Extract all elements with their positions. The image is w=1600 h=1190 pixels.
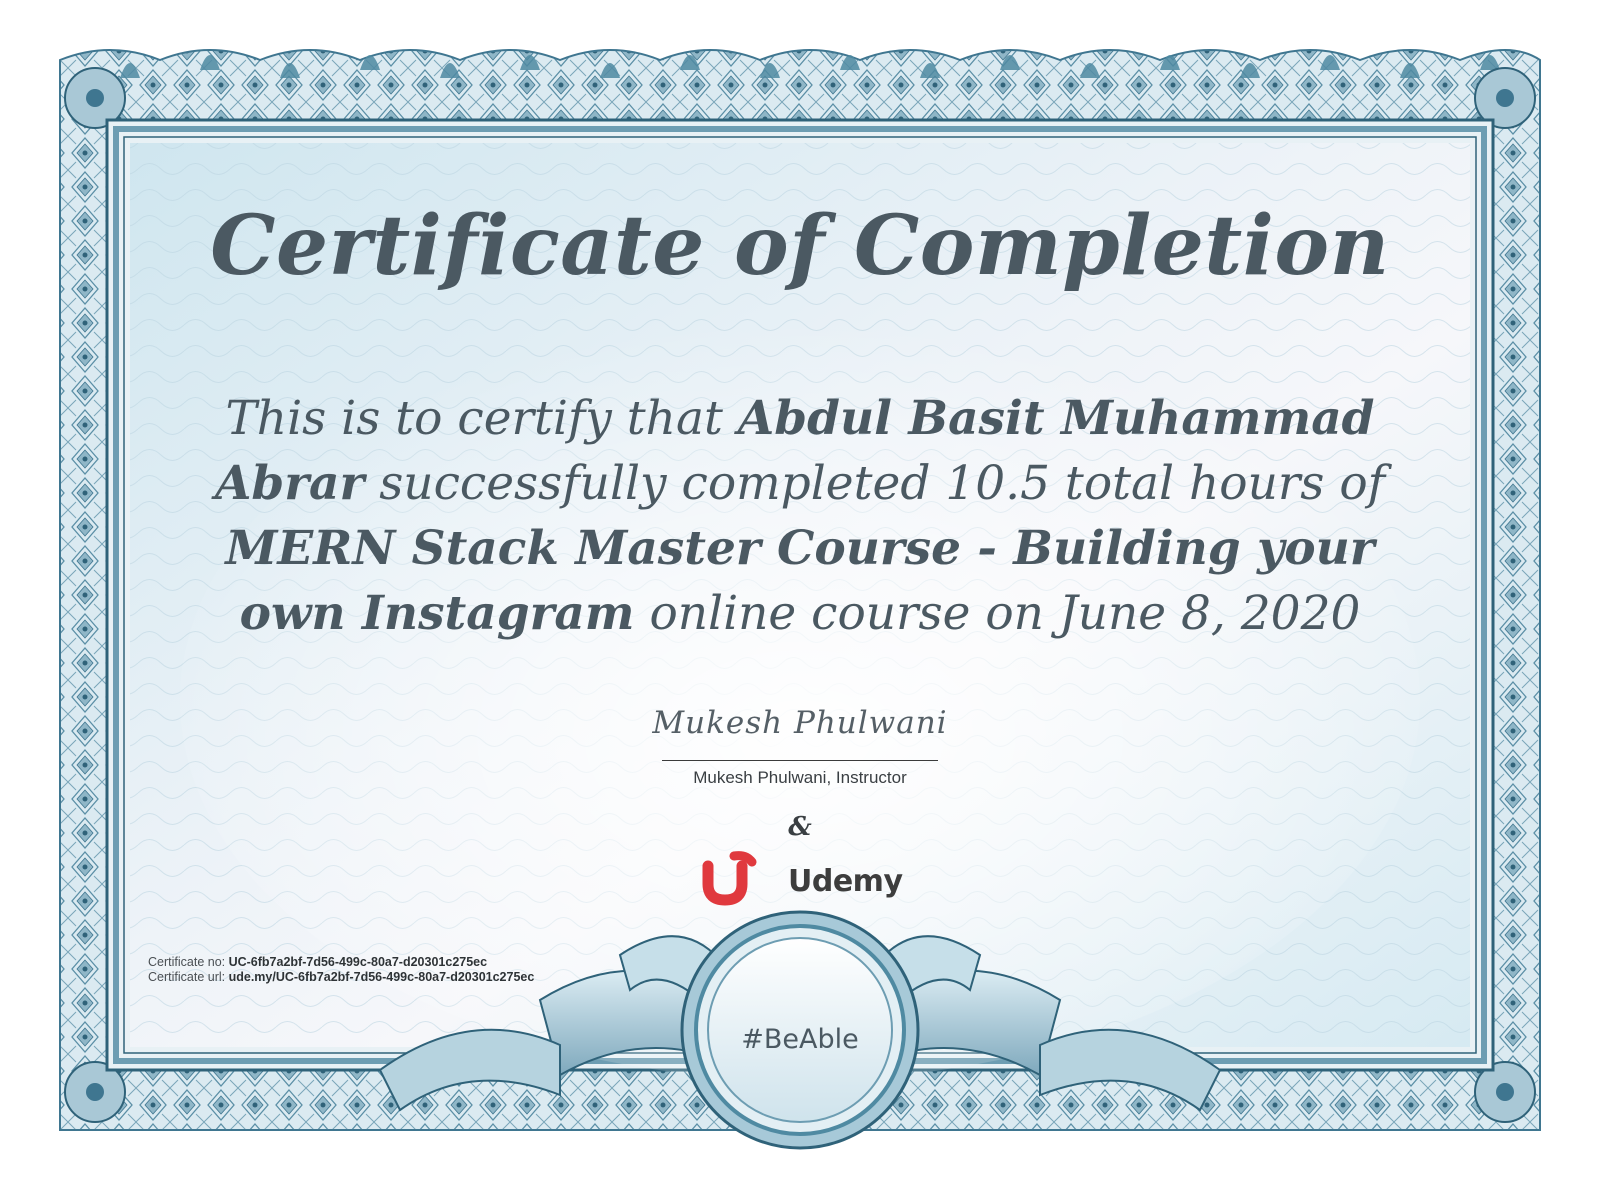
recipient-name: Abdul Basit Muhammad Abrar (214, 391, 1375, 511)
certificate-statement (175, 386, 1425, 646)
certificate-url-label: Certificate url: (148, 970, 229, 984)
statement-mid: successfully completed 10.5 total hours of (364, 456, 1386, 511)
instructor-signature: Mukesh Phulwani (652, 705, 948, 741)
signature-line (662, 760, 938, 761)
certificate-number (148, 955, 534, 970)
statement-intro: This is to certify that (225, 391, 738, 446)
certificate-url (148, 970, 534, 985)
certificate-url-value: ude.my/UC-6fb7a2bf-7d56-499c-80a7-d20301c275ec (228, 970, 535, 984)
seal-tagline: #BeAble (741, 1024, 859, 1055)
signature-caption: Mukesh Phulwani, Instructor (693, 768, 907, 787)
ampersand: & (788, 812, 812, 842)
certificate-title: Certificate of Completion (210, 198, 1390, 294)
certificate-info (148, 955, 534, 985)
statement-outro: online course on June 8, 2020 (634, 586, 1361, 641)
certificate-number-label: Certificate no: (148, 955, 229, 969)
brand-name: Udemy (788, 864, 903, 899)
course-name: MERN Stack Master Course - Building your own Instagram (225, 521, 1375, 641)
certificate-number-value: UC-6fb7a2bf-7d56-499c-80a7-d20301c275ec (228, 955, 488, 969)
